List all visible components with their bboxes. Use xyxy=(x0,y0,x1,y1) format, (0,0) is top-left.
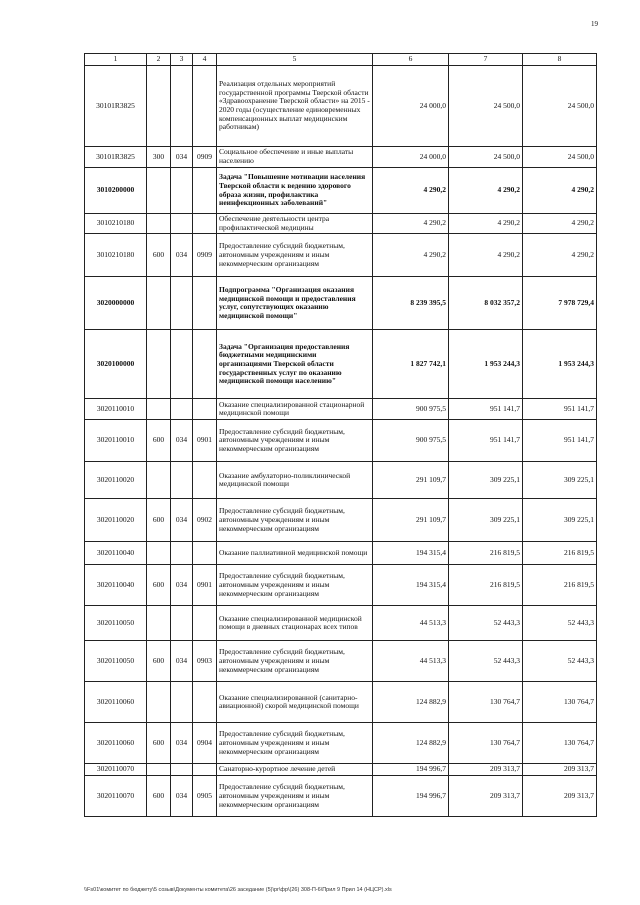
name-cell: Предоставление субсидий бюджетным, автономным учреждениям и иным некоммерческим организациям xyxy=(217,499,373,542)
col3-cell xyxy=(171,66,193,147)
code-cell: 3010210180 xyxy=(85,214,147,234)
value-col7-cell: 1 953 244,3 xyxy=(449,330,523,399)
code-cell: 3020110070 xyxy=(85,764,147,776)
value-col7-cell: 8 032 357,2 xyxy=(449,277,523,330)
header-cell: 8 xyxy=(523,54,597,66)
col2-cell xyxy=(147,277,171,330)
value-col8-cell: 951 141,7 xyxy=(523,399,597,420)
col3-cell: 034 xyxy=(171,641,193,682)
table-row xyxy=(85,462,597,499)
col3-cell: 034 xyxy=(171,234,193,277)
table-row xyxy=(85,723,597,764)
col2-cell: 600 xyxy=(147,776,171,817)
col2-cell xyxy=(147,606,171,641)
col4-cell xyxy=(193,214,217,234)
col3-cell xyxy=(171,542,193,565)
value-col7-cell: 309 225,1 xyxy=(449,499,523,542)
col3-cell xyxy=(171,682,193,723)
table-row xyxy=(85,565,597,606)
col4-cell xyxy=(193,277,217,330)
col2-cell: 600 xyxy=(147,234,171,277)
col4-cell xyxy=(193,330,217,399)
name-cell: Предоставление субсидий бюджетным, автономным учреждениям и иным некоммерческим организациям xyxy=(217,420,373,462)
col4-cell: 0905 xyxy=(193,776,217,817)
value-col8-cell: 216 819,5 xyxy=(523,542,597,565)
table-row xyxy=(85,147,597,168)
value-col7-cell: 52 443,3 xyxy=(449,606,523,641)
code-cell: 3020110040 xyxy=(85,542,147,565)
name-cell: Санаторно-курортное лечение детей xyxy=(217,764,373,776)
value-col6-cell: 1 827 742,1 xyxy=(373,330,449,399)
value-col6-cell: 4 290,2 xyxy=(373,234,449,277)
value-col6-cell: 194 996,7 xyxy=(373,776,449,817)
col3-cell xyxy=(171,764,193,776)
col2-cell xyxy=(147,66,171,147)
table-row xyxy=(85,66,597,147)
code-cell: 30101R3825 xyxy=(85,66,147,147)
name-cell: Оказание амбулаторно-поликлинической медицинской помощи xyxy=(217,462,373,499)
table-row xyxy=(85,682,597,723)
value-col6-cell: 900 975,5 xyxy=(373,399,449,420)
value-col8-cell: 4 290,2 xyxy=(523,234,597,277)
value-col7-cell: 130 764,7 xyxy=(449,682,523,723)
table-row xyxy=(85,277,597,330)
value-col6-cell: 24 000,0 xyxy=(373,66,449,147)
col2-cell xyxy=(147,462,171,499)
table-row xyxy=(85,214,597,234)
value-col7-cell: 52 443,3 xyxy=(449,641,523,682)
col4-cell xyxy=(193,542,217,565)
header-cell: 7 xyxy=(449,54,523,66)
table-row xyxy=(85,499,597,542)
col3-cell xyxy=(171,330,193,399)
code-cell: 3020100000 xyxy=(85,330,147,399)
col4-cell: 0901 xyxy=(193,565,217,606)
header-row xyxy=(85,54,597,66)
name-cell: Социальное обеспечение и иные выплаты населению xyxy=(217,147,373,168)
value-col8-cell: 209 313,7 xyxy=(523,776,597,817)
col2-cell: 300 xyxy=(147,147,171,168)
value-col7-cell: 951 141,7 xyxy=(449,399,523,420)
code-cell: 3020110020 xyxy=(85,499,147,542)
value-col7-cell: 951 141,7 xyxy=(449,420,523,462)
code-cell: 3020110050 xyxy=(85,641,147,682)
col3-cell xyxy=(171,168,193,214)
value-col6-cell: 8 239 395,5 xyxy=(373,277,449,330)
value-col8-cell: 24 500,0 xyxy=(523,147,597,168)
col4-cell: 0909 xyxy=(193,234,217,277)
name-cell: Реализация отдельных мероприятий государственной программы Тверской области «Здравоохранение Тверской области» на 2015 - 2020 годы (осуществление единовременных компенсационных выплат медицинским работникам) xyxy=(217,66,373,147)
name-cell: Оказание специализированной стационарной медицинской помощи xyxy=(217,399,373,420)
col4-cell xyxy=(193,66,217,147)
header-cell: 2 xyxy=(147,54,171,66)
value-col7-cell: 4 290,2 xyxy=(449,168,523,214)
value-col7-cell: 4 290,2 xyxy=(449,234,523,277)
col2-cell xyxy=(147,168,171,214)
code-cell: 3010200000 xyxy=(85,168,147,214)
col2-cell xyxy=(147,330,171,399)
header-cell: 5 xyxy=(217,54,373,66)
code-cell: 3020110070 xyxy=(85,776,147,817)
name-cell: Предоставление субсидий бюджетным, автономным учреждениям и иным некоммерческим организациям xyxy=(217,723,373,764)
col3-cell xyxy=(171,399,193,420)
name-cell: Предоставление субсидий бюджетным, автономным учреждениям и иным некоммерческим организациям xyxy=(217,641,373,682)
col2-cell: 600 xyxy=(147,420,171,462)
name-cell: Обеспечение деятельности центра профилактической медицины xyxy=(217,214,373,234)
code-cell: 3020110060 xyxy=(85,723,147,764)
table-row xyxy=(85,641,597,682)
col3-cell: 034 xyxy=(171,420,193,462)
value-col6-cell: 44 513,3 xyxy=(373,606,449,641)
value-col6-cell: 124 882,9 xyxy=(373,723,449,764)
col3-cell: 034 xyxy=(171,499,193,542)
code-cell: 3020110050 xyxy=(85,606,147,641)
value-col6-cell: 291 109,7 xyxy=(373,499,449,542)
table-row xyxy=(85,168,597,214)
value-col8-cell: 4 290,2 xyxy=(523,214,597,234)
col4-cell xyxy=(193,764,217,776)
value-col8-cell: 309 225,1 xyxy=(523,499,597,542)
col2-cell xyxy=(147,682,171,723)
col2-cell xyxy=(147,214,171,234)
table-row xyxy=(85,606,597,641)
header-cell: 4 xyxy=(193,54,217,66)
value-col8-cell: 130 764,7 xyxy=(523,723,597,764)
budget-table xyxy=(84,53,597,817)
header-cell: 1 xyxy=(85,54,147,66)
name-cell: Оказание специализированной (санитарно-авиационной) скорой медицинской помощи xyxy=(217,682,373,723)
table-row xyxy=(85,776,597,817)
value-col8-cell: 24 500,0 xyxy=(523,66,597,147)
name-cell: Задача "Повышение мотивации населения Тверской области к ведению здорового образа жизни, профилактика неинфекционных заболеваний" xyxy=(217,168,373,214)
col3-cell xyxy=(171,462,193,499)
name-cell: Предоставление субсидий бюджетным, автономным учреждениям и иным некоммерческим организациям xyxy=(217,776,373,817)
col3-cell: 034 xyxy=(171,147,193,168)
col4-cell xyxy=(193,168,217,214)
value-col6-cell: 24 000,0 xyxy=(373,147,449,168)
value-col8-cell: 52 443,3 xyxy=(523,606,597,641)
col4-cell: 0909 xyxy=(193,147,217,168)
value-col8-cell: 7 978 729,4 xyxy=(523,277,597,330)
col4-cell xyxy=(193,682,217,723)
col4-cell: 0903 xyxy=(193,641,217,682)
value-col7-cell: 216 819,5 xyxy=(449,542,523,565)
value-col6-cell: 194 996,7 xyxy=(373,764,449,776)
page-number: 19 xyxy=(591,20,598,28)
col3-cell xyxy=(171,277,193,330)
value-col6-cell: 291 109,7 xyxy=(373,462,449,499)
name-cell: Задача "Организация предоставления бюджетными медицинскими организациями Тверской области государственных услуг по оказанию медицинской помощи населению" xyxy=(217,330,373,399)
value-col6-cell: 4 290,2 xyxy=(373,168,449,214)
col2-cell xyxy=(147,542,171,565)
value-col6-cell: 4 290,2 xyxy=(373,214,449,234)
code-cell: 3020110040 xyxy=(85,565,147,606)
col2-cell xyxy=(147,764,171,776)
value-col7-cell: 209 313,7 xyxy=(449,776,523,817)
col4-cell: 0902 xyxy=(193,499,217,542)
col2-cell: 600 xyxy=(147,641,171,682)
col3-cell xyxy=(171,606,193,641)
value-col8-cell: 1 953 244,3 xyxy=(523,330,597,399)
table-row xyxy=(85,542,597,565)
file-path-footer: \\Fs01\комитет по бюджету\5 созыв\Документы комитета\26 заседание (5)\pr\фр\(26) 308-П-6\Прил 9 Прил 14 (НЦСР).xls xyxy=(84,887,392,893)
col2-cell: 600 xyxy=(147,723,171,764)
value-col8-cell: 4 290,2 xyxy=(523,168,597,214)
col2-cell: 600 xyxy=(147,565,171,606)
code-cell: 3020110010 xyxy=(85,399,147,420)
value-col8-cell: 130 764,7 xyxy=(523,682,597,723)
name-cell: Предоставление субсидий бюджетным, автономным учреждениям и иным некоммерческим организациям xyxy=(217,234,373,277)
value-col7-cell: 216 819,5 xyxy=(449,565,523,606)
name-cell: Предоставление субсидий бюджетным, автономным учреждениям и иным некоммерческим организациям xyxy=(217,565,373,606)
col4-cell xyxy=(193,399,217,420)
code-cell: 3020110010 xyxy=(85,420,147,462)
table-row xyxy=(85,420,597,462)
code-cell: 3020110060 xyxy=(85,682,147,723)
name-cell: Оказание специализированной медицинской помощи в дневных стационарах всех типов xyxy=(217,606,373,641)
col3-cell: 034 xyxy=(171,776,193,817)
value-col6-cell: 194 315,4 xyxy=(373,542,449,565)
table-row xyxy=(85,234,597,277)
col4-cell: 0904 xyxy=(193,723,217,764)
value-col7-cell: 4 290,2 xyxy=(449,214,523,234)
table-row xyxy=(85,330,597,399)
value-col7-cell: 309 225,1 xyxy=(449,462,523,499)
value-col8-cell: 216 819,5 xyxy=(523,565,597,606)
value-col7-cell: 130 764,7 xyxy=(449,723,523,764)
col4-cell: 0901 xyxy=(193,420,217,462)
col2-cell: 600 xyxy=(147,499,171,542)
col3-cell: 034 xyxy=(171,565,193,606)
col4-cell xyxy=(193,606,217,641)
code-cell: 3010210180 xyxy=(85,234,147,277)
col3-cell xyxy=(171,214,193,234)
value-col6-cell: 124 882,9 xyxy=(373,682,449,723)
value-col6-cell: 194 315,4 xyxy=(373,565,449,606)
table-row xyxy=(85,764,597,776)
col3-cell: 034 xyxy=(171,723,193,764)
value-col6-cell: 44 513,3 xyxy=(373,641,449,682)
value-col7-cell: 24 500,0 xyxy=(449,147,523,168)
header-cell: 6 xyxy=(373,54,449,66)
name-cell: Оказание паллиативной медицинской помощи xyxy=(217,542,373,565)
value-col8-cell: 309 225,1 xyxy=(523,462,597,499)
value-col7-cell: 24 500,0 xyxy=(449,66,523,147)
code-cell: 3020000000 xyxy=(85,277,147,330)
col4-cell xyxy=(193,462,217,499)
table-row xyxy=(85,399,597,420)
value-col8-cell: 209 313,7 xyxy=(523,764,597,776)
col2-cell xyxy=(147,399,171,420)
value-col8-cell: 52 443,3 xyxy=(523,641,597,682)
value-col6-cell: 900 975,5 xyxy=(373,420,449,462)
header-cell: 3 xyxy=(171,54,193,66)
name-cell: Подпрограмма "Организация оказания медицинской помощи и предоставления услуг, сопутствующих оказанию медицинской помощи" xyxy=(217,277,373,330)
code-cell: 30101R3825 xyxy=(85,147,147,168)
value-col7-cell: 209 313,7 xyxy=(449,764,523,776)
code-cell: 3020110020 xyxy=(85,462,147,499)
value-col8-cell: 951 141,7 xyxy=(523,420,597,462)
